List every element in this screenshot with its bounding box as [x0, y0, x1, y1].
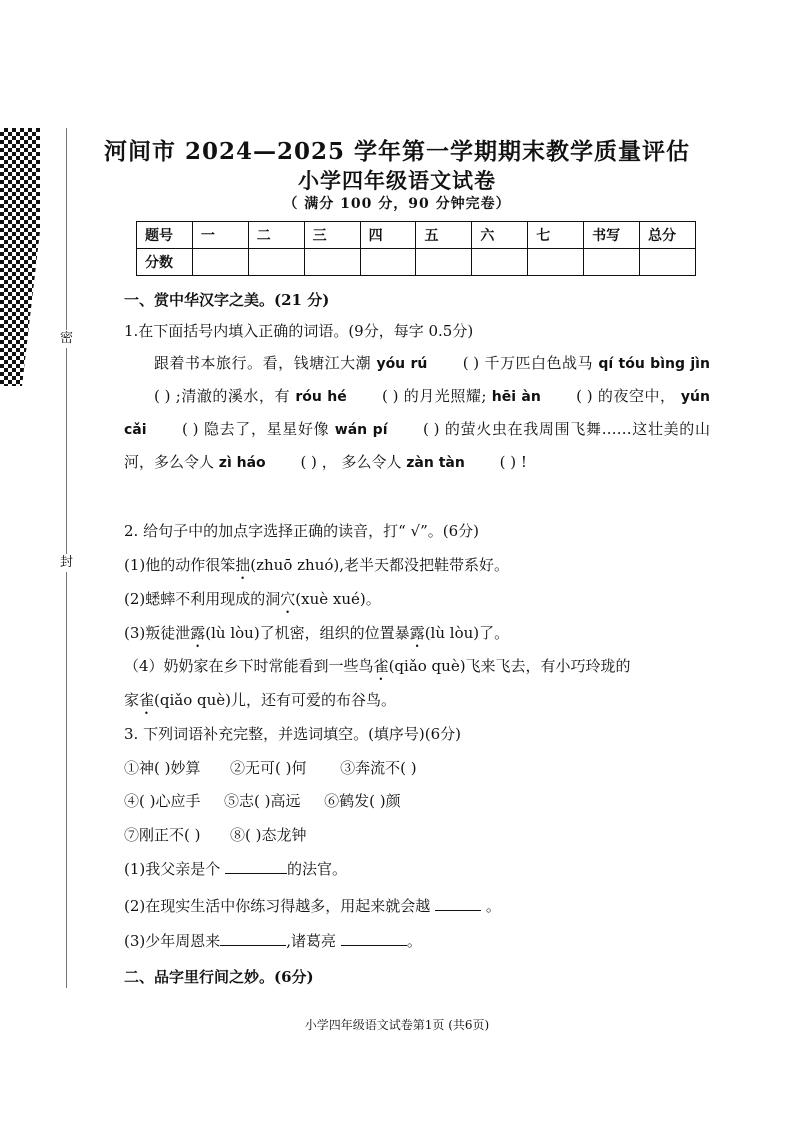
- idiom-item[interactable]: ③奔流不( ): [340, 759, 417, 777]
- question-2-title: 2. 给句子中的加点字选择正确的读音，打“ √”。(6分): [124, 522, 479, 540]
- fill-text: (3)少年周恩来: [124, 932, 221, 950]
- dotted-char: 雀: [373, 657, 389, 675]
- answer-line[interactable]: [341, 931, 407, 946]
- score-cell[interactable]: [584, 249, 640, 276]
- fill-text: ,诸葛亮: [286, 932, 337, 950]
- pinyin: zì háo: [218, 455, 266, 471]
- answer-blank[interactable]: ( ): [300, 453, 317, 471]
- question-3-fill-3: [124, 931, 422, 951]
- binding-label-feng: 封: [60, 555, 74, 570]
- question-2-item-3: [124, 623, 509, 651]
- question-3-words-row-1: [124, 758, 417, 778]
- exam-title: 河间市 2024—2025 学年第一学期期末教学质量评估: [103, 138, 691, 165]
- answer-blank[interactable]: ( ): [382, 387, 399, 405]
- question-2-item-4: [124, 656, 631, 684]
- answer-blank[interactable]: ( ): [576, 387, 593, 405]
- score-col-5: 五: [416, 222, 472, 249]
- answer-line[interactable]: [435, 896, 481, 911]
- answer-blank[interactable]: ( ): [499, 453, 517, 471]
- dotted-char: 穴: [280, 590, 296, 608]
- score-col-7: 七: [528, 222, 584, 249]
- item-text: 家: [124, 691, 140, 709]
- pinyin: róu hé: [295, 389, 347, 405]
- passage-text: 隐去了，星星好像: [203, 420, 330, 438]
- score-col-3: 三: [304, 222, 360, 249]
- passage-text: 的月光照耀;: [403, 387, 487, 405]
- score-table-row-label: 题号: [137, 222, 193, 249]
- dotted-char: 露: [190, 624, 206, 642]
- pinyin: qí tóu bìng jìn: [598, 356, 710, 372]
- pronunciation-options[interactable]: (qiǎo què)儿，还有可爱的布谷鸟。: [154, 691, 397, 709]
- pinyin: zàn tàn: [406, 455, 465, 471]
- binding-label-mi: 密: [60, 331, 74, 346]
- answer-blank[interactable]: ( ): [422, 420, 440, 438]
- score-col-2: 二: [248, 222, 304, 249]
- dotted-char: 雀: [139, 691, 155, 709]
- idiom-item[interactable]: ④( )心应手: [124, 792, 201, 810]
- answer-blank[interactable]: ( ): [462, 354, 480, 372]
- pronunciation-options[interactable]: (lù lòu)了。: [424, 624, 510, 642]
- item-text: （4）奶奶家在乡下时常能看到一些鸟: [124, 657, 374, 675]
- passage-text: 的夜空中，: [597, 387, 676, 405]
- dotted-char: 露: [409, 624, 425, 642]
- idiom-item[interactable]: ⑤志( )高远: [224, 792, 301, 810]
- section-1-heading: 一、赏中华汉字之美。(21 分): [124, 291, 330, 309]
- idiom-item[interactable]: ⑦刚正不( ): [124, 826, 201, 844]
- item-text: (3)叛徒泄: [124, 624, 191, 642]
- question-3-fill-2: [124, 896, 501, 916]
- question-2-item-4-cont: [124, 690, 396, 718]
- passage-text: ;清澈的溪水，有: [175, 387, 291, 405]
- section-2-heading: 二、品字里行间之妙。(6分): [124, 968, 314, 986]
- fill-text: 的法官。: [287, 860, 348, 878]
- answer-blank[interactable]: ( ): [182, 420, 199, 438]
- answer-blank[interactable]: ( ): [154, 387, 171, 405]
- idiom-item[interactable]: ⑧( )态龙钟: [230, 826, 307, 844]
- score-col-writing: 书写: [584, 222, 640, 249]
- pinyin: hēi àn: [491, 389, 541, 405]
- pronunciation-options[interactable]: (xuè xué)。: [295, 590, 381, 608]
- fill-text: (1)我父亲是个: [124, 860, 221, 878]
- score-table: [136, 221, 696, 276]
- item-text: (1)他的动作很笨: [124, 556, 236, 574]
- idiom-item[interactable]: ⑥鹤发( )颜: [324, 792, 401, 810]
- answer-line[interactable]: [225, 859, 287, 874]
- passage-text: !: [520, 453, 527, 471]
- score-cell[interactable]: [640, 249, 696, 276]
- pronunciation-options[interactable]: (lù lòu)了机密，组织的位置暴: [205, 624, 410, 642]
- exam-note: （ 满分 100 分，90 分钟完卷）: [283, 196, 511, 212]
- fill-text: (2)在现实生活中你练习得越多，用起来就会越: [124, 897, 431, 915]
- score-col-6: 六: [472, 222, 528, 249]
- score-cell[interactable]: [192, 249, 248, 276]
- idiom-item[interactable]: ②无可( )何: [230, 759, 307, 777]
- question-1-title: 1.在下面括号内填入正确的词语。(9分，每字 0.5分): [124, 322, 474, 340]
- score-cell[interactable]: [360, 249, 416, 276]
- idiom-item[interactable]: ①神( )妙算: [124, 759, 201, 777]
- pinyin: wán pí: [334, 422, 388, 438]
- passage-text: ， 多么令人: [321, 453, 402, 471]
- score-cell[interactable]: [248, 249, 304, 276]
- passage-text: 千万匹白色战马: [484, 354, 594, 372]
- exam-subtitle: 小学四年级语文试卷: [298, 168, 496, 193]
- score-cell[interactable]: [416, 249, 472, 276]
- question-3-fill-1: [124, 859, 347, 879]
- score-col-total: 总分: [640, 222, 696, 249]
- score-table-row-label: 分数: [137, 249, 193, 276]
- question-2-item-1: [124, 555, 509, 583]
- score-cell[interactable]: [528, 249, 584, 276]
- fill-text: 。: [406, 932, 422, 950]
- pronunciation-options[interactable]: (qiǎo què)飞来飞去，有小巧玲珑的: [388, 657, 631, 675]
- score-cell[interactable]: [472, 249, 528, 276]
- question-1-passage: [124, 347, 710, 479]
- fill-text: 。: [485, 897, 501, 915]
- pinyin: yóu rú: [376, 356, 428, 372]
- score-table-score-row: [137, 249, 696, 276]
- question-3-words-row-2: [124, 791, 401, 811]
- score-col-4: 四: [360, 222, 416, 249]
- pronunciation-options[interactable]: (zhuō zhuó),老半天都没把鞋带系好。: [250, 556, 510, 574]
- dotted-char: 拙: [235, 556, 251, 574]
- question-2-item-2: [124, 589, 381, 617]
- answer-line[interactable]: [220, 931, 286, 946]
- score-table-header-row: [137, 222, 696, 249]
- item-text: (2)蟋蟀不利用现成的洞: [124, 590, 281, 608]
- passage-text: 的萤火虫在我周围飞舞……这壮美的山河，多么令人: [124, 420, 710, 471]
- score-cell[interactable]: [304, 249, 360, 276]
- score-col-1: 一: [192, 222, 248, 249]
- question-3-words-row-3: [124, 825, 307, 845]
- question-3-title: 3. 下列词语补充完整，并选词填空。(填序号)(6分): [124, 725, 462, 743]
- pinyin: yún cǎi: [124, 389, 710, 438]
- passage-text: 跟着书本旅行。看，钱塘江大潮: [154, 354, 372, 372]
- page-footer: 小学四年级语文试卷第1页 (共6页): [304, 1018, 490, 1032]
